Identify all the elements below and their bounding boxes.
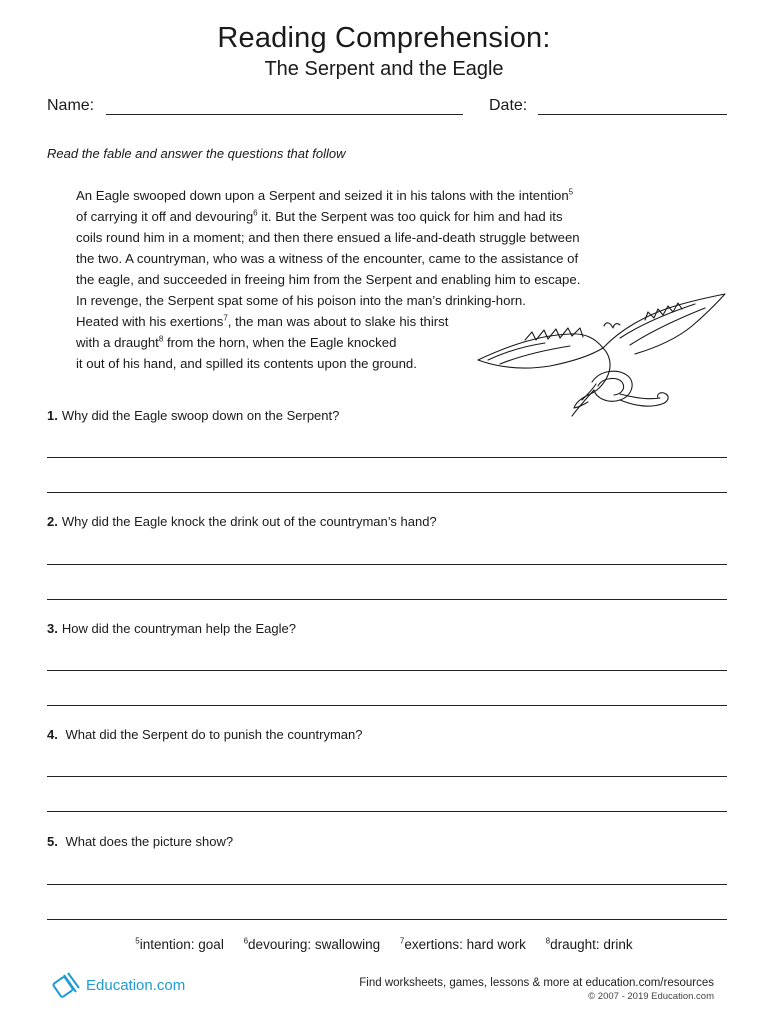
passage-line: the eagle, and succeeded in freeing him from the Serpent and enabling him to escape.: [76, 272, 581, 287]
passage-line: In revenge, the Serpent spat some of his poison into the man’s drinking-horn.: [76, 293, 526, 308]
passage-line: it out of his hand, and spilled its contents upon the ground.: [76, 356, 417, 371]
education-logo-icon: [52, 970, 82, 1000]
footnote: $^5$intention: goal: [135, 936, 224, 952]
passage-line: the two. A countryman, who was a witness of the encounter, came to the assistance of: [76, 251, 579, 266]
date-label: Date:: [489, 97, 528, 114]
passage-line: of carrying it off and devouring$^6$ it. But the Serpent was too quick for him and had its: [76, 208, 563, 224]
passage-line: with a draught$^8$ from the horn, when the Eagle knocked: [76, 334, 397, 350]
footer-copyright: © 2007 - 2019 Education.com: [588, 991, 714, 1002]
passage-line: An Eagle swooped down upon a Serpent and seized it in his talons with the intention$^5$: [76, 187, 574, 203]
answer-line[interactable]: [47, 705, 727, 706]
question-4: 4. What did the Serpent do to punish the countryman?: [47, 727, 363, 742]
date-field-line[interactable]: [538, 114, 727, 115]
passage-line: coils round him in a moment; and then there ensued a life-and-death struggle between: [76, 230, 580, 245]
answer-line[interactable]: [47, 457, 727, 458]
passage-line: Heated with his exertions$^7$, the man was about to slake his thirst: [76, 313, 449, 329]
footnote: $^7$exertions: hard work: [399, 936, 526, 952]
question-3: 3. How did the countryman help the Eagle?: [47, 621, 296, 636]
answer-line[interactable]: [47, 670, 727, 671]
name-label: Name:: [47, 97, 95, 114]
page-subtitle: The Serpent and the Eagle: [264, 58, 504, 80]
footer-tagline[interactable]: Find worksheets, games, lessons & more at education.com/resources: [359, 977, 714, 989]
instructions: Read the fable and answer the questions that follow: [47, 146, 346, 161]
answer-line[interactable]: [47, 492, 727, 493]
logo-text: Education.com: [86, 976, 186, 994]
question-1: 1. Why did the Eagle swoop down on the Serpent?: [47, 408, 340, 423]
education-logo[interactable]: [52, 970, 185, 1000]
answer-line[interactable]: [47, 884, 727, 885]
footer: [359, 977, 714, 1002]
question-5: 5. What does the picture show?: [47, 834, 234, 849]
name-field-line[interactable]: [106, 114, 463, 115]
answer-line[interactable]: [47, 776, 727, 777]
footnotes: [0, 937, 768, 952]
page-title: Reading Comprehension:: [217, 22, 551, 54]
answer-line[interactable]: [47, 599, 727, 600]
answer-line[interactable]: [47, 564, 727, 565]
answer-line[interactable]: [47, 919, 727, 920]
answer-line[interactable]: [47, 811, 727, 812]
footnote: $^6$devouring: swallowing: [243, 936, 381, 952]
footnote: $^8$draught: drink: [545, 936, 633, 952]
question-2: 2. Why did the Eagle knock the drink out of the countryman’s hand?: [47, 514, 437, 529]
eagle-serpent-illustration: [470, 290, 732, 425]
